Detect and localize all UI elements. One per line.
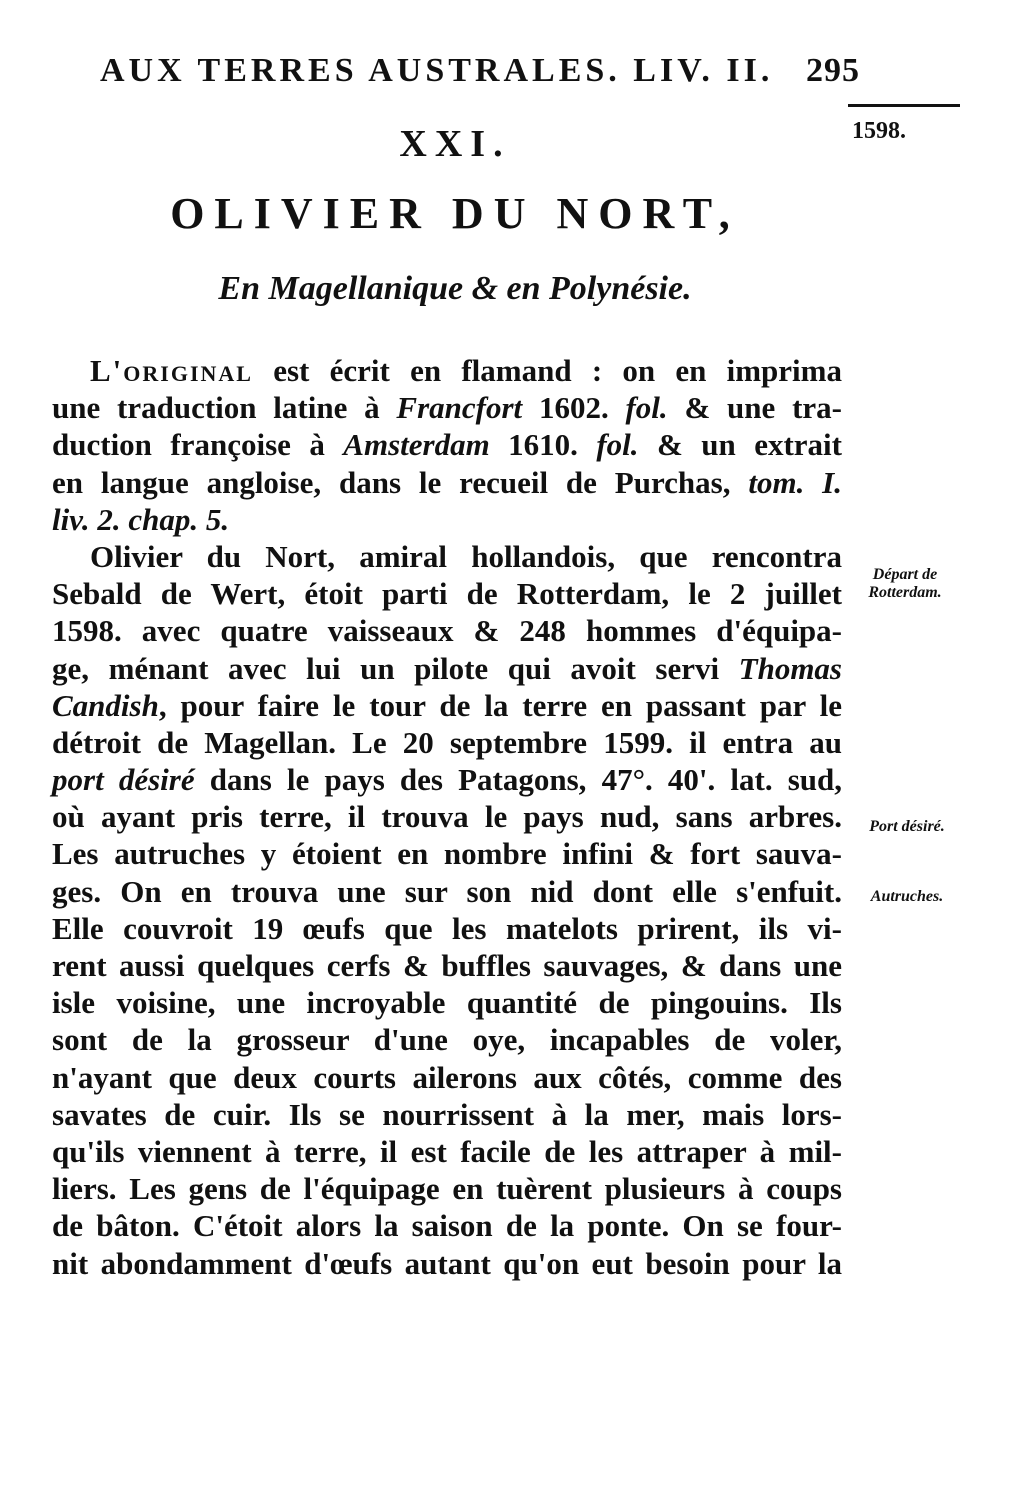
text-span: qu'ils viennent à terre, il est facile de les attraper à mil- (52, 1133, 842, 1169)
text-line (52, 1133, 842, 1170)
format-abbrev: fol. (625, 390, 668, 426)
text-line (52, 575, 842, 612)
text-line (52, 910, 842, 947)
text-line (52, 1096, 842, 1133)
margin-note-autruches: Autruches. (870, 888, 944, 905)
city-name: Amsterdam (343, 427, 490, 463)
text-line (52, 1170, 842, 1207)
text-line (52, 612, 842, 649)
text-span: savates de cuir. Ils se nourrissent à la mer, mais lors- (52, 1096, 842, 1132)
text-line (52, 1245, 842, 1282)
city-name: Francfort (396, 390, 523, 426)
body-text (52, 352, 842, 1282)
text-span: de bâton. C'étoit alors la saison de la ponte. On se four- (52, 1208, 842, 1244)
text-span: détroit de Magellan. Le 20 septembre 1599. il entra au (52, 724, 842, 760)
text-span: Olivier du Nort, amiral hollandois, que rencontra (90, 538, 842, 574)
year-rule (848, 104, 960, 107)
margin-note-port: Port désiré. (869, 818, 945, 835)
text-span: & une tra- (667, 390, 842, 426)
text-span: ge, ménant avec lui un pilote qui avoit servi (52, 650, 739, 686)
person-name: Candish (52, 687, 159, 723)
chapter-number: XXI. (399, 123, 511, 165)
text-span: duction françoise à (52, 427, 344, 463)
running-head-title: AUX TERRES AUSTRALES. LIV. II. (100, 52, 774, 89)
text-span: sont de la grosseur d'une oye, incapables de voler, (52, 1022, 842, 1058)
text-span: une traduction latine à (52, 390, 397, 426)
text-line (52, 426, 842, 463)
text-span: Sebald de Wert, étoit parti de Rotterdam, le 2 juillet (52, 576, 842, 612)
text-span: & un extrait (638, 427, 842, 463)
text-line (52, 687, 842, 724)
text-span: isle voisine, une incroyable quantité de pingouins. Ils (52, 985, 842, 1021)
chapter-subtitle: En Magellanique & en Polynésie. (218, 270, 692, 307)
text-line (52, 835, 842, 872)
text-line (52, 1021, 842, 1058)
text-line (52, 984, 842, 1021)
reference: tom. I. (748, 464, 842, 500)
format-abbrev: fol. (596, 427, 639, 463)
text-line (52, 352, 842, 389)
text-span: Les autruches y étoient en nombre infini & fort sauva- (52, 836, 842, 872)
text-span: où ayant pris terre, il trouva le pays nud, sans arbres. (52, 799, 842, 835)
margin-year: 1598. (852, 118, 906, 144)
text-line (52, 947, 842, 984)
text-line (52, 798, 842, 835)
text-span: , pour faire le tour de la terre en passant par le (158, 687, 842, 723)
text-span: liers. Les gens de l'équipage en tuèrent plusieurs à coups (52, 1171, 842, 1207)
running-head (100, 52, 860, 96)
text-line (52, 501, 842, 538)
text-span: n'ayant que deux courts ailerons aux côtés, comme des (52, 1059, 842, 1095)
reference: liv. 2. chap. 5. (52, 501, 230, 537)
text-span: 1602. (522, 390, 626, 426)
text-line (52, 650, 842, 687)
text-span: rent aussi quelques cerfs & buffles sauvages, & dans une (52, 948, 842, 983)
text-span: est écrit en flamand : on en imprima (252, 353, 842, 388)
text-span: 1610. (489, 427, 597, 463)
text-line (52, 1207, 842, 1244)
text-line (52, 761, 842, 798)
text-span: en langue angloise, dans le recueil de Purchas, (52, 464, 749, 500)
text-span: nit abondamment d'œufs autant qu'on eut besoin pour la (52, 1245, 842, 1281)
text-line (52, 538, 842, 575)
text-span: 1598. avec quatre vaisseaux & 248 hommes d'équipa- (52, 613, 842, 649)
page-number: 295 (806, 52, 860, 89)
text-span: dans le pays des Patagons, 47°. 40'. lat. sud, (194, 762, 843, 798)
original-smallcaps: L'original (90, 353, 253, 388)
margin-note-depart: Départ de Rotterdam. (868, 566, 942, 601)
text-span: ges. On en trouva une sur son nid dont elle s'enfuit. (52, 873, 842, 909)
text-line (52, 873, 842, 910)
text-line (52, 389, 842, 426)
place-name: port désiré (52, 762, 195, 798)
person-name: Thomas (738, 650, 842, 686)
chapter-title: OLIVIER DU NORT, (170, 189, 740, 238)
text-span: Elle couvroit 19 œufs que les matelots prirent, ils vi- (52, 910, 842, 946)
text-line (52, 1059, 842, 1096)
text-line (52, 724, 842, 761)
text-line (52, 464, 842, 501)
